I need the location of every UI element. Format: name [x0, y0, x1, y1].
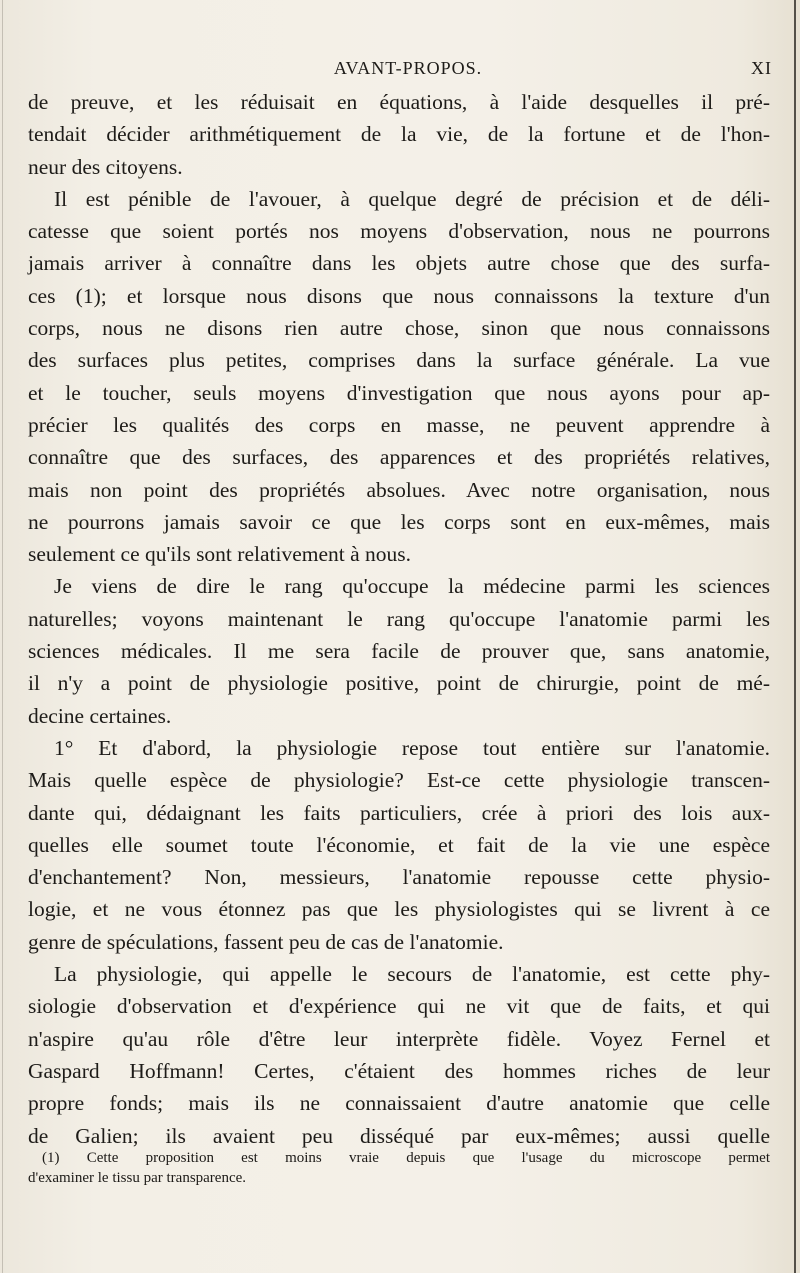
text-line: d'enchantement? Non, messieurs, l'anatomie repousse cette physio- — [28, 865, 770, 890]
footnote — [28, 1148, 770, 1188]
text-line: ces (1); et lorsque nous disons que nous connaissons la texture d'un — [28, 283, 770, 308]
text-line: catesse que soient portés nos moyens d'observation, nous ne pourrons — [28, 219, 770, 244]
text-line: siologie d'observation et d'expérience qui ne vit que de faits, et qui — [28, 994, 770, 1019]
text-line: connaître que des surfaces, des apparences et des propriétés relatives, — [28, 445, 770, 470]
text-line: logie, et ne vous étonnez pas que les physiologistes qui se livrent à ce — [28, 897, 770, 922]
page-number: XI — [751, 58, 772, 78]
text-line: Il est pénible de l'avouer, à quelque degré de précision et de déli- — [54, 186, 770, 211]
footnote-line: d'examiner le tissu par transparence. — [28, 1170, 247, 1186]
text-line: des surfaces plus petites, comprises dans la surface générale. La vue — [28, 348, 770, 373]
text-line: n'aspire qu'au rôle d'être leur interprète fidèle. Voyez Fernel et — [28, 1026, 770, 1051]
text-line: genre de spéculations, fassent peu de cas de l'anatomie. — [28, 929, 504, 954]
body-text — [28, 86, 770, 1152]
text-line: mais non point des propriétés absolues. Avec notre organisation, nous — [28, 477, 770, 502]
text-line: de Galien; ils avaient peu disséqué par eux-mêmes; aussi quelle — [28, 1123, 770, 1148]
page-right-edge — [794, 0, 796, 1273]
text-line: Je viens de dire le rang qu'occupe la médecine parmi les sciences — [54, 574, 770, 599]
page-left-edge — [2, 0, 3, 1273]
text-line: La physiologie, qui appelle le secours de l'anatomie, est cette phy- — [54, 962, 770, 987]
text-line: quelles elle soumet toute l'économie, et fait de la vie une espèce — [28, 832, 770, 857]
text-line: naturelles; voyons maintenant le rang qu'occupe l'anatomie parmi les — [28, 606, 770, 631]
text-line: sciences médicales. Il me sera facile de prouver que, sans anatomie, — [28, 639, 770, 664]
text-line: ne pourrons jamais savoir ce que les corps sont en eux-mêmes, mais — [28, 509, 770, 534]
footnote-line: (1) Cette proposition est moins vraie depuis que l'usage du microscope permet — [42, 1150, 770, 1166]
text-line: de preuve, et les réduisait en équations, à l'aide desquelles il pré- — [28, 90, 770, 114]
text-line: Mais quelle espèce de physiologie? Est-ce cette physiologie transcen- — [28, 768, 770, 793]
text-line: il n'y a point de physiologie positive, point de chirurgie, point de mé- — [28, 671, 770, 696]
text-line: corps, nous ne disons rien autre chose, sinon que nous connaissons — [28, 316, 770, 341]
text-line: dante qui, dédaignant les faits particuliers, crée à priori des lois aux- — [28, 800, 770, 825]
text-line: Gaspard Hoffmann! Certes, c'étaient des hommes riches de leur — [28, 1058, 770, 1083]
text-line: précier les qualités des corps en masse, ne peuvent apprendre à — [28, 412, 770, 437]
text-line: 1° Et d'abord, la physiologie repose tout entière sur l'anatomie. — [54, 735, 770, 760]
text-line: jamais arriver à connaître dans les objets autre chose que des surfa- — [28, 251, 770, 276]
running-title: AVANT-PROPOS. — [333, 58, 483, 78]
text-line: tendait décider arithmétiquement de la vie, de la fortune et de l'hon- — [28, 122, 770, 147]
page-header — [40, 58, 776, 84]
text-line: seulement ce qu'ils sont relativement à nous. — [28, 542, 412, 567]
text-line: propre fonds; mais ils ne connaissaient d'autre anatomie que celle — [28, 1091, 770, 1116]
text-line: et le toucher, seuls moyens d'investigation que nous ayons pour ap- — [28, 380, 770, 405]
text-line: decine certaines. — [28, 703, 172, 728]
text-line: neur des citoyens. — [28, 154, 183, 179]
